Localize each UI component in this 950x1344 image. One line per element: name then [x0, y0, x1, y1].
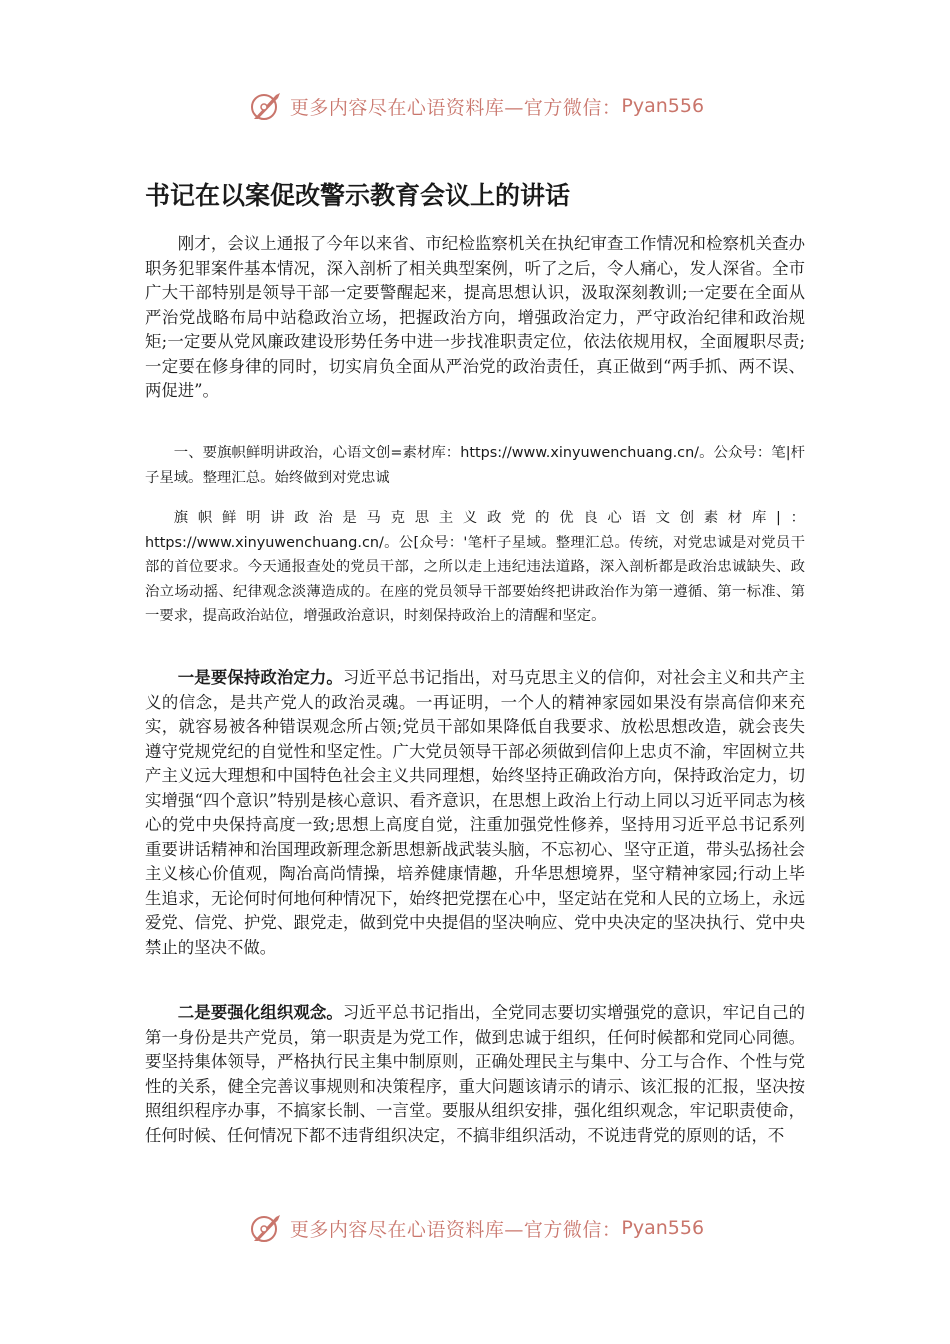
- intro-paragraph: 刚才，会议上通报了今年以来省、市纪检监察机关在执纪审查工作情况和检察机关查办职务犯罪案件基本情况，深入剖析了相关典型案例，听了之后，令人痛心，发人深省。全市广大干部特别是领导干部一定要警醒起来，提高思想认识，汲取深刻教训;一定要在全面从严治党战略布局中站稳政治立场，把握政治方向，增强政治定力，严守政治纪律和政治规矩;一定要从党风廉政建设形势任务中进一步找准职责定位，依法依规用权，全面履职尽责;一定要在修身律的同时，切实肩负全面从严治党的政治责任，真正做到“两手抓、两不误、两促进”。: [145, 234, 805, 400]
- document-title: 书记在以案促改警示教育会议上的讲话: [145, 181, 571, 210]
- banner-wechat-id: Pyan556: [621, 1217, 705, 1239]
- footer-watermark-banner: [0, 1208, 950, 1248]
- paragraph-lead: 一是要保持政治定力。: [177, 668, 343, 687]
- flag-paragraph: 旗帜鲜明讲政治是马克思主义政党的优良心语文创素材库|：https://www.xinyuwenchuang.cn/。公[众号：'笔杆子星域。整理汇总。传统，对党忠诚是对党员干部的首位要求。今天通报查处的党员干部，之所以走上违纪违法道路，深入剖析都是政治忠诚缺失、政治立场动摇、纪律观念淡薄造成的。在座的党员领导干部要始终把讲政治作为第一遵循、第一标准、第一要求，提高政治站位，增强政治意识，时刻保持政治上的清醒和坚定。: [145, 510, 805, 624]
- quill-logo-icon: [246, 89, 286, 123]
- quill-logo-icon: [246, 1211, 286, 1245]
- banner-text: 更多内容尽在心语资料库—官方微信：: [289, 1218, 622, 1241]
- header-watermark-banner: [0, 86, 950, 126]
- paragraph-body: 习近平总书记指出，对马克思主义的信仰，对社会主义和共产主义的信念，是共产党人的政治灵魂。一再证明，一个人的精神家园如果没有崇高信仰来充实，就容易被各种错误观念所占领;党员干部如果降低自我要求、放松思想改造，就会丧失遵守党规党纪的自觉性和坚定性。广大党员领导干部必须做到信仰上忠贞不渝，牢固树立共产主义远大理想和中国特色社会主义共同理想，始终坚持正确政治方向，保持政治定力，切实增强“四个意识”特别是核心意识、看齐意识，在思想上政治上行动上同以习近平同志为核心的党中央保持高度一致;思想上高度自觉，注重加强党性修养，坚持用习近平总书记系列重要讲话精神和治国理政新理念新思想新战武装头脑，不忘初心、坚守正道，带头弘扬社会主义核心价值观，陶冶高尚情操，培养健康情趣，升华思想境界，坚守精神家园;行动上毕生追求，无论何时何地何种情况下，始终把党摆在心中，坚定站在党和人民的立场上，永远爱党、信党、护党、跟党走，做到党中央提倡的坚决响应、党中央决定的坚决执行、党中央禁止的坚决不做。: [145, 668, 806, 957]
- paragraph-lead: 二是要强化组织观念。: [177, 1003, 343, 1022]
- paragraph-organization: [145, 1001, 805, 1148]
- banner-text: 更多内容尽在心语资料库—官方微信：: [289, 96, 622, 119]
- banner-wechat-id: Pyan556: [621, 95, 705, 117]
- paragraph-political-resolve: [145, 666, 805, 960]
- paragraph-body: 习近平总书记指出，全党同志要切实增强党的意识，牢记自己的第一身份是共产党员，第一职责是为党工作，做到忠诚于组织，任何时候都和党同心同德。要坚持集体领导，严格执行民主集中制原则，正确处理民主与集中、分工与合作、个性与党性的关系，健全完善议事规则和决策程序，重大问题该请示的请示、该汇报的汇报，坚决按照组织程序办事，不搞家长制、一言堂。要服从组织安排，强化组织观念，牢记职责使命，任何时候、任何情况下都不违背组织决定，不搞非组织活动，不说违背党的原则的话，不: [145, 1003, 806, 1145]
- section-heading-1: 一、要旗帜鲜明讲政治，心语文创=素材库：https://www.xinyuwenchuang.cn/。公众号：笔|杆子星域。整理汇总。始终做到对党忠诚: [145, 445, 805, 486]
